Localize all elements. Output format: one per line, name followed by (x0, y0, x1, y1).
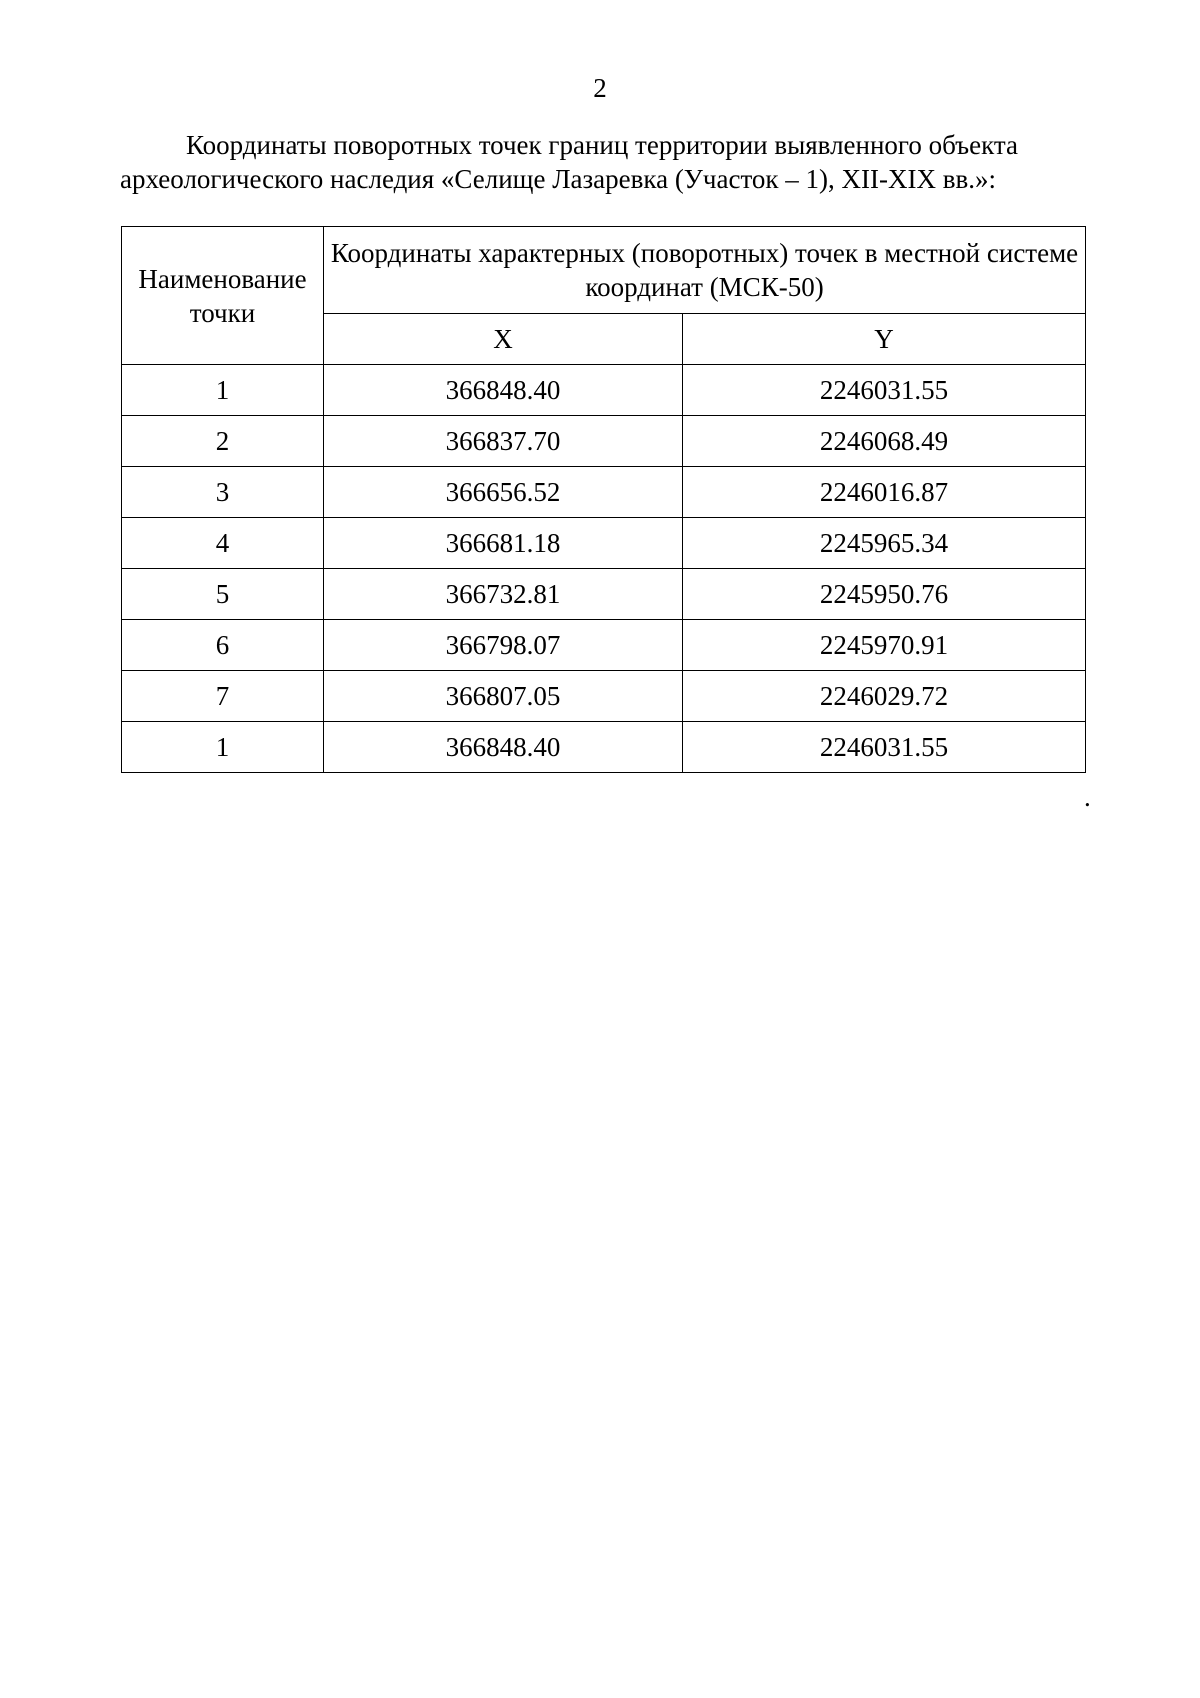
cell-y: 2245970.91 (683, 620, 1086, 671)
cell-x: 366798.07 (324, 620, 683, 671)
table-row (122, 467, 1086, 518)
cell-x: 366848.40 (324, 722, 683, 773)
table-row (122, 671, 1086, 722)
cell-x: 366732.81 (324, 569, 683, 620)
document-heading (120, 128, 1080, 196)
cell-y: 2246031.55 (683, 722, 1086, 773)
cell-point: 4 (122, 518, 324, 569)
cell-point: 2 (122, 416, 324, 467)
heading-line-2: археологического наследия «Селище Лазаревка (Участок – 1), XII-XIX вв.»: (120, 164, 996, 194)
table-row (122, 416, 1086, 467)
header-coordinates: Координаты характерных (поворотных) точек в местной системе координат (МСК-50) (324, 227, 1086, 314)
page-number: 2 (593, 73, 607, 103)
table-row (122, 569, 1086, 620)
cell-point: 1 (122, 365, 324, 416)
cell-point: 7 (122, 671, 324, 722)
end-mark: . (1084, 782, 1091, 812)
cell-y: 2245950.76 (683, 569, 1086, 620)
cell-x: 366681.18 (324, 518, 683, 569)
cell-point: 6 (122, 620, 324, 671)
coordinates-table (121, 226, 1086, 773)
table-row (122, 518, 1086, 569)
heading-line-1: Координаты поворотных точек границ территории выявленного объекта (186, 130, 1018, 160)
cell-y: 2246016.87 (683, 467, 1086, 518)
table-row (122, 620, 1086, 671)
cell-x: 366656.52 (324, 467, 683, 518)
cell-point: 5 (122, 569, 324, 620)
cell-x: 366848.40 (324, 365, 683, 416)
cell-y: 2246068.49 (683, 416, 1086, 467)
cell-x: 366807.05 (324, 671, 683, 722)
cell-y: 2246031.55 (683, 365, 1086, 416)
table-row (122, 722, 1086, 773)
header-x: X (324, 314, 683, 365)
cell-x: 366837.70 (324, 416, 683, 467)
table-row (122, 365, 1086, 416)
cell-point: 1 (122, 722, 324, 773)
cell-y: 2246029.72 (683, 671, 1086, 722)
header-y: Y (683, 314, 1086, 365)
table-header-row (122, 227, 1086, 314)
header-point-name: Наименование точки (122, 227, 324, 365)
cell-point: 3 (122, 467, 324, 518)
cell-y: 2245965.34 (683, 518, 1086, 569)
